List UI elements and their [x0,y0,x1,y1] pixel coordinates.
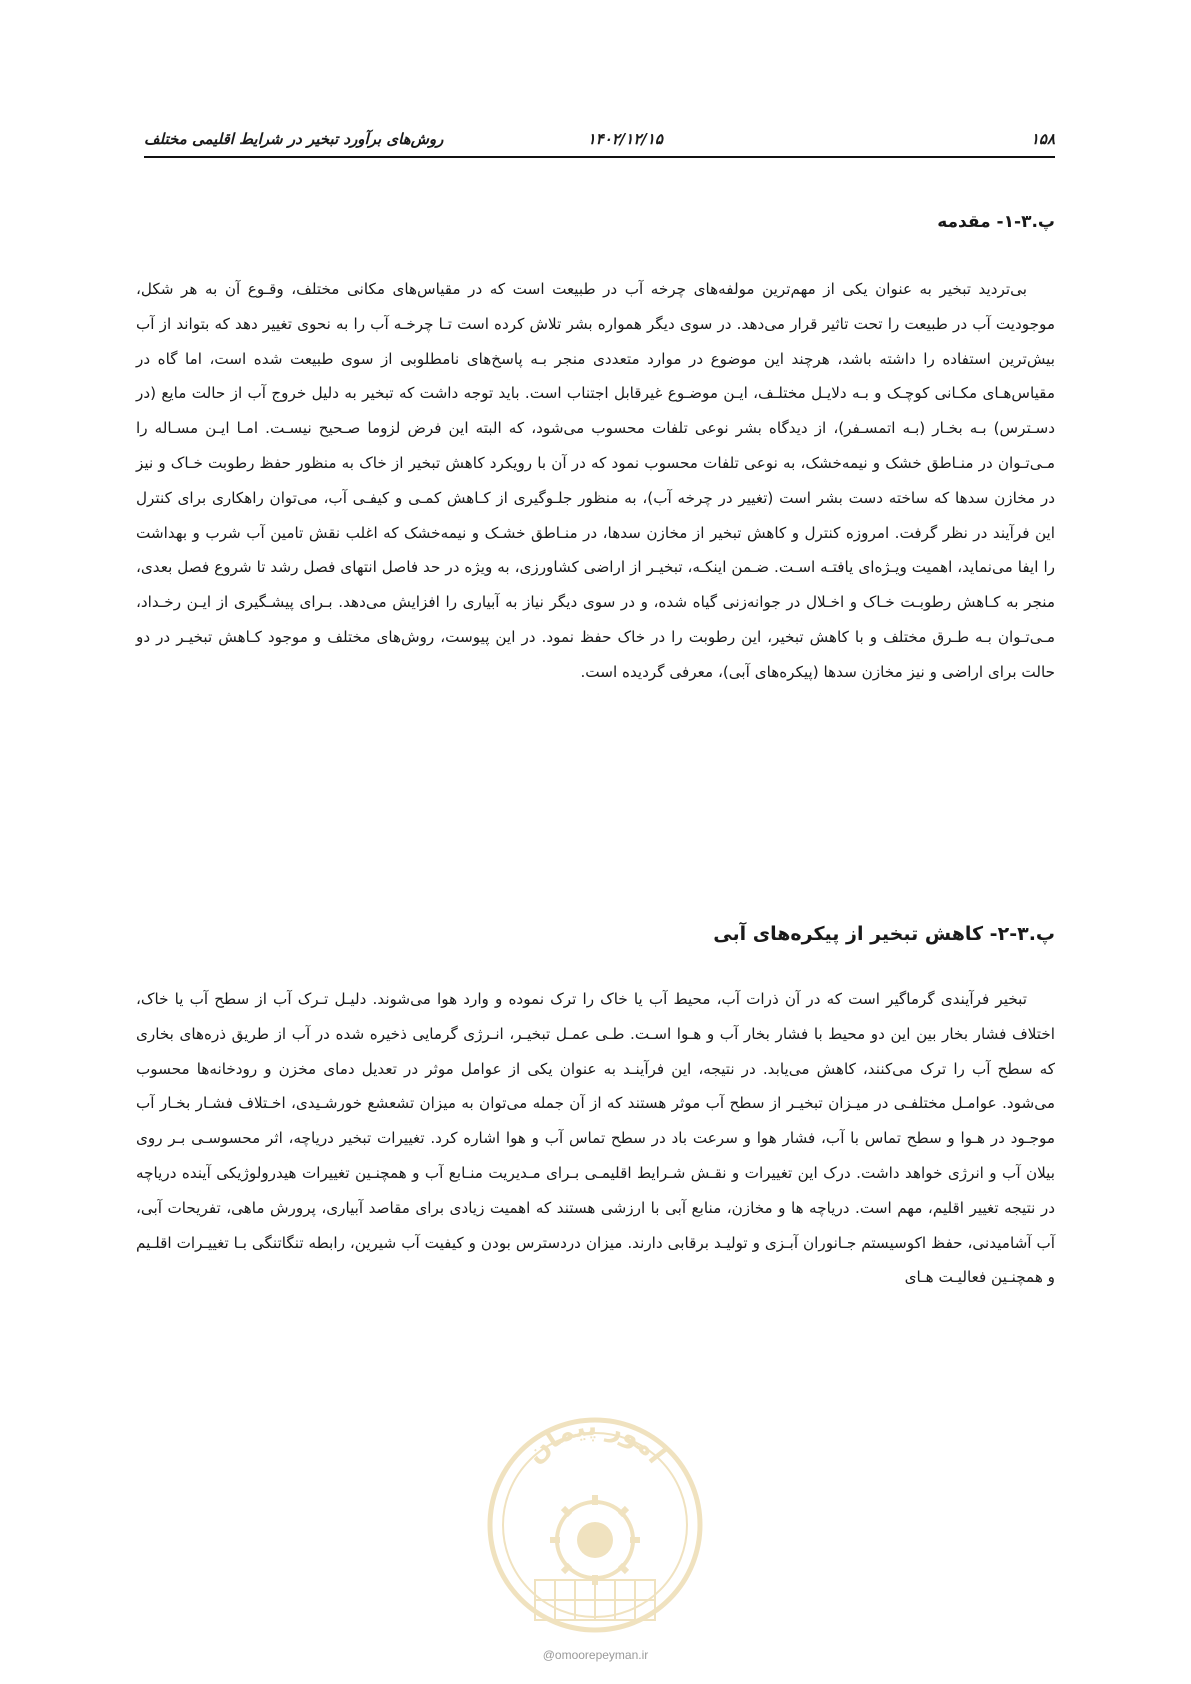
body-paragraph-evaporation [136,982,1055,1295]
stamp-text: امور پیمان [520,1411,671,1470]
header-title: روش‌های برآورد تبخیر در شرایط اقلیمی مختلف [144,130,444,148]
running-header [144,126,1055,158]
section-heading-evaporation-reduction: پ.۳-۲- کاهش تبخیر از پیکره‌های آبی [713,923,1055,945]
header-date: ۱۴۰۲/۱۲/۱۵ [587,130,663,148]
page-number: ۱۵۸ [1030,130,1055,148]
paragraph-text: بی‌تردید تبخیر به عنوان یکی از مهم‌ترین مولفه‌های چرخه آب در طبیعت است که در مقیاس‌های مکانی مختلف، وقـوع آن به هر شکل، موجودیت آب در طبیعت را تحت تاثیر قرار می‌دهد. در سوی دیگر همواره بشر تلاش کرده است تـا چرخـه آب را به نحوی تغییر دهد که بتواند از آب بیش‌ترین استفاده را داشته باشد، هرچند این موضوع در موارد متعددی منجر بـه پاسخ‌های نامطلوبی از سوی طبیعت شده است، اما گاه در مقیاس‌هـای مکـانی کوچـک و بـه دلایـل مختلـف، ایـن موضـوع غیرقابل اجتناب است. باید توجه داشت که تبخیر به دلیل خروج آب از حالت مایع (در دسـترس) بـه بخـار (بـه اتمسـفر)، از دیدگاه بشر نوعی تلفات محسوب می‌شود، که البته این فرض لزوما صـحیح نیسـت. امـا ایـن مسـاله را مـی‌تـوان در منـاطق خشک و نیمه‌خشک، به نوعی تلفات محسوب نمود که در آن با رویکرد کاهش تبخیر از خاک به منظور حفظ رطوبت خـاک و نیز در مخازن سدها که ساخته دست بشر است (تغییر در چرخه آب)، به منظور جلـوگیری از کـاهش کمـی و کیفـی آب، می‌توان راهکاری برای کنترل این فرآیند در نظر گرفت. امروزه کنترل و کاهش تبخیر از مخازن سدها، در منـاطق خشـک و نیمه‌خشک که اغلب نقش تامین آب شرب و بهداشت را ایفا می‌نماید، اهمیت ویـژه‌ای یافتـه اسـت. ضـمن اینکـه، تبخیـر از اراضی کشاورزی، به ویژه در حد فاصل انتهای فصل رشد تا شروع فصل بعدی، منجر به کـاهش رطوبـت خـاک و اخـلال در جوانه‌زنی گیاه شده، و در سوی دیگر نیاز به آبیاری را افزایش می‌دهد. بـرای پیشـگیری از ایـن رخـداد، مـی‌تـوان بـه طـرق مختلف و با کاهش تبخیر، این رطوبت را در خاک حفظ نمود. در این پیوست، روش‌های مختلف و موجود کـاهش تبخیـر در دو حالت برای اراضی و نیز مخازن سدها (پیکره‌های آبی)، معرفی گردیده است. [136,280,1055,681]
watermark-site-text: @omoorepeyman.ir [542,1648,649,1662]
section-heading-introduction: پ.۳-۱- مقدمه [937,212,1055,232]
svg-text:امور پیمان [520,1412,671,1470]
body-paragraph-introduction [136,272,1055,690]
paragraph-text: تبخیر فرآیندی گرماگیر است که در آن ذرات آب، محیط آب یا خاک را ترک نموده و وارد هوا می‌شوند. دلیـل تـرک آب از سطح آب یا خاک، اختلاف فشار بخار بین این دو محیط با فشار بخار آب و هـوا اسـت. طـی عمـل تبخیـر، انـرژی گرمایی ذخیره شده در آب از طریق ذره‌های بخاری که سطح آب را ترک می‌کنند، کاهش می‌یابد. در نتیجه، این فرآینـد به عنوان یکی از عوامل موثر در تعدیل دمای مخزن و رودخانه‌ها محسوب می‌شود. عوامـل مختلفـی در میـزان تبخیـر از سطح آب موثر هستند که از آن جمله می‌توان به میزان تشعشع خورشـیدی، اخـتلاف فشـار بخـار آب موجـود در هـوا و سطح تماس با آب، فشار هوا و سرعت باد در سطح تماس آب و هوا اشاره کرد. تغییرات تبخیر دریاچه، اثر محسوسـی بـر روی بیلان آب و انرژی خواهد داشت. درک این تغییرات و نقـش شـرایط اقلیمـی بـرای مـدیریت منـابع آب و همچنـین تغییرات هیدرولوژیکی آینده دریاچه در نتیجه تغییر اقلیم، مهم است. دریاچه ها و مخازن، منابع آبی با ارزشی هستند که اهمیت زیادی برای مقاصد آبیاری، پرورش ماهی، تفریحات آبی، آب آشامیدنی، حفظ اکوسیستم جـانوران آبـزی و تولیـد برقابی دارند. میزان دردسترس بودن و کیفیت آب شیرین، رابطه تنگاتنگی بـا تغییـرات اقلـیم و همچنـین فعالیـت هـای [136,990,1055,1287]
watermark-stamp-logo [480,1405,710,1635]
